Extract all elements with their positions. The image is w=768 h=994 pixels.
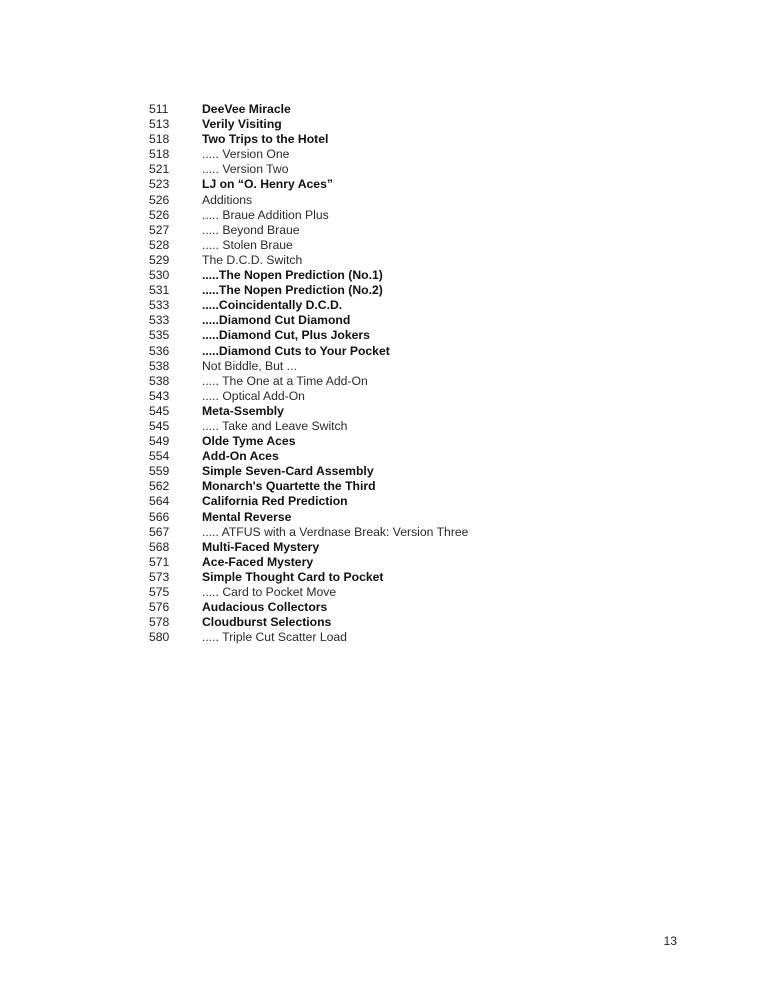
toc-page-number: 576 xyxy=(149,600,170,615)
toc-entry xyxy=(149,208,709,223)
toc-entry xyxy=(149,313,709,328)
toc-entry xyxy=(149,585,709,600)
toc-entry-title: Add-On Aces xyxy=(202,449,279,464)
toc-entry-title: Mental Reverse xyxy=(202,509,292,524)
toc-page-number: 543 xyxy=(149,388,170,403)
toc-entry xyxy=(149,389,709,404)
toc-entry xyxy=(149,238,709,253)
toc-entry-title: Two Trips to the Hotel xyxy=(202,132,329,147)
toc-entry xyxy=(149,147,709,162)
toc-entry-title: California Red Prediction xyxy=(202,494,348,509)
toc-page-number: 564 xyxy=(149,494,170,509)
toc-entry-title: DeeVee Miracle xyxy=(202,102,291,116)
toc-entry-title: .....The Nopen Prediction (No.2) xyxy=(202,283,383,298)
toc-entry xyxy=(149,404,709,419)
toc-entry-title: ..... Beyond Braue xyxy=(202,222,300,237)
toc-entry-title: ..... The One at a Time Add-On xyxy=(202,373,368,388)
toc-page-number: 531 xyxy=(149,283,170,298)
toc-entry xyxy=(149,419,709,434)
page-number: 13 xyxy=(663,934,677,948)
toc-entry-title: ..... ATFUS with a Verdnase Break: Version Three xyxy=(202,524,469,539)
toc-entry-title: .....Diamond Cut Diamond xyxy=(202,313,351,328)
toc-entry xyxy=(149,283,709,298)
toc-entry-title: Audacious Collectors xyxy=(202,600,328,615)
toc-page-number: 511 xyxy=(149,102,169,116)
toc-entry-title: ..... Version One xyxy=(202,147,290,162)
toc-entry xyxy=(149,117,709,132)
toc-entry-title: ..... Braue Addition Plus xyxy=(202,207,329,222)
toc-entry xyxy=(149,464,709,479)
toc-entry-title: The D.C.D. Switch xyxy=(202,252,303,267)
toc-page-number: 527 xyxy=(149,222,170,237)
toc-page-number: 533 xyxy=(149,313,170,328)
toc-entry-title: Meta-Ssembly xyxy=(202,403,284,418)
toc-page-number: 554 xyxy=(149,449,170,464)
toc-page-number: 530 xyxy=(149,268,170,283)
toc-entry xyxy=(149,268,709,283)
toc-page-number: 526 xyxy=(149,192,170,207)
toc-page-number: 528 xyxy=(149,237,170,252)
toc-page-number: 533 xyxy=(149,298,170,313)
toc-entry xyxy=(149,102,709,117)
toc-entry xyxy=(149,555,709,570)
toc-page-number: 538 xyxy=(149,373,170,388)
toc-entry-title: ..... Card to Pocket Move xyxy=(202,585,337,599)
toc-entry xyxy=(149,253,709,268)
toc-entry-title: .....The Nopen Prediction (No.1) xyxy=(202,268,383,283)
toc-entry-title: LJ on “O. Henry Aces” xyxy=(202,177,333,192)
toc-entry-title: ..... Stolen Braue xyxy=(202,237,293,252)
toc-entry xyxy=(149,177,709,192)
toc-page-number: 538 xyxy=(149,358,170,373)
toc-entry xyxy=(149,600,709,615)
toc-page-number: 568 xyxy=(149,539,170,554)
toc-page-number: 559 xyxy=(149,464,170,479)
toc-entry-title: .....Coincidentally D.C.D. xyxy=(202,298,343,313)
toc-entry-title: Olde Tyme Aces xyxy=(202,434,296,449)
toc-page-number: 545 xyxy=(149,418,170,433)
toc-entry-title: Simple Thought Card to Pocket xyxy=(202,569,384,584)
toc-entry xyxy=(149,374,709,389)
toc-entry-title: Simple Seven-Card Assembly xyxy=(202,464,374,479)
toc-entry-title: Multi-Faced Mystery xyxy=(202,539,320,554)
toc-entry-title: ..... Triple Cut Scatter Load xyxy=(202,630,347,645)
toc-entry xyxy=(149,162,709,177)
toc-entry xyxy=(149,449,709,464)
toc-page-number: 518 xyxy=(149,147,170,162)
toc-entry xyxy=(149,193,709,208)
toc-page-number: 578 xyxy=(149,615,170,630)
toc-page-number: 518 xyxy=(149,132,170,147)
toc-page-number: 521 xyxy=(149,162,170,177)
toc-entry-title: Not Biddle, But ... xyxy=(202,358,297,373)
toc-entry-title: Monarch's Quartette the Third xyxy=(202,479,376,494)
toc-entry-title: Ace-Faced Mystery xyxy=(202,554,314,569)
toc-page-number: 536 xyxy=(149,343,170,358)
toc-entry xyxy=(149,298,709,313)
toc-entry xyxy=(149,510,709,525)
toc-entry-title: Cloudburst Selections xyxy=(202,615,332,630)
toc-entry-title: Verily Visiting xyxy=(202,117,282,132)
toc-entry xyxy=(149,344,709,359)
toc-entry xyxy=(149,359,709,374)
toc-page-number: 567 xyxy=(149,524,170,539)
toc-page-number: 575 xyxy=(149,585,170,599)
toc-entry-title: ..... Optical Add-On xyxy=(202,388,305,403)
toc-entry xyxy=(149,570,709,585)
toc-entry xyxy=(149,328,709,343)
toc-page-number: 549 xyxy=(149,434,170,449)
toc-entry xyxy=(149,479,709,494)
toc-page-number: 545 xyxy=(149,403,170,418)
toc-page-number: 573 xyxy=(149,569,170,584)
toc-page-number: 529 xyxy=(149,252,170,267)
toc-entry xyxy=(149,434,709,449)
toc-entry-title: .....Diamond Cut, Plus Jokers xyxy=(202,328,370,343)
toc-entry-title: Additions xyxy=(202,192,253,207)
table-of-contents xyxy=(149,102,709,645)
toc-entry xyxy=(149,132,709,147)
toc-page-number: 562 xyxy=(149,479,170,494)
toc-page-number: 526 xyxy=(149,207,170,222)
toc-entry xyxy=(149,494,709,509)
toc-page-number: 566 xyxy=(149,509,170,524)
toc-entry xyxy=(149,540,709,555)
toc-page-number: 535 xyxy=(149,328,170,343)
toc-entry-title: ..... Version Two xyxy=(202,162,289,177)
toc-entry xyxy=(149,615,709,630)
toc-page-number: 580 xyxy=(149,630,170,645)
toc-entry-title: .....Diamond Cuts to Your Pocket xyxy=(202,343,390,358)
toc-entry xyxy=(149,525,709,540)
toc-page-number: 513 xyxy=(149,117,170,132)
toc-entry xyxy=(149,223,709,238)
toc-entry xyxy=(149,630,709,645)
toc-page-number: 571 xyxy=(149,554,170,569)
toc-entry-title: ..... Take and Leave Switch xyxy=(202,418,348,433)
toc-page-number: 523 xyxy=(149,177,170,192)
